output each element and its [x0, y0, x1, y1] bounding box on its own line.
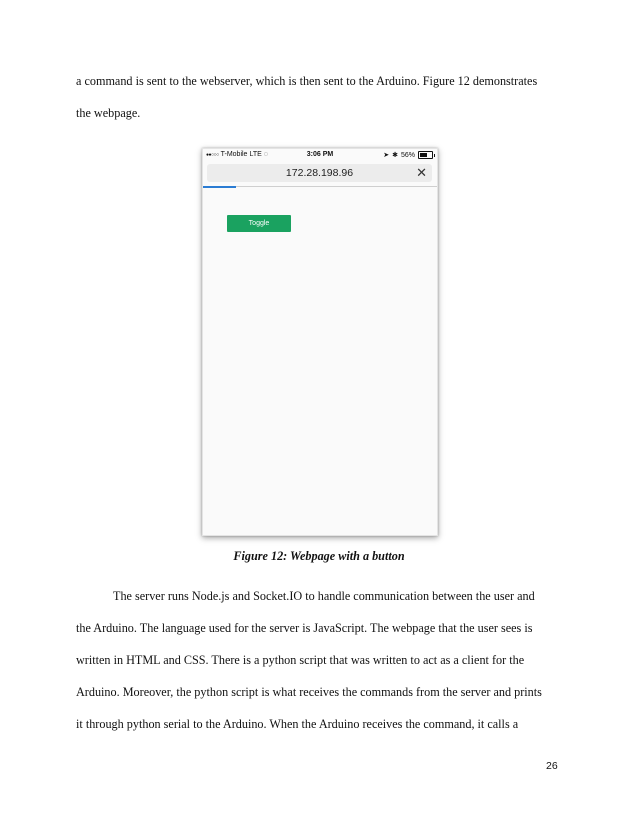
status-time: 3:06 PM [306, 151, 334, 158]
battery-icon [418, 151, 433, 159]
toggle-button[interactable]: Toggle [227, 215, 291, 232]
network-type: LTE [249, 151, 262, 158]
text-line: Arduino. Moreover, the python script is what receives the commands from the server and prints [76, 685, 542, 699]
status-bar [203, 149, 437, 163]
progress-track [203, 186, 437, 187]
url-text: 172.28.198.96 [285, 167, 354, 179]
text-line: a command is sent to the webserver, which is then sent to the Arduino. Figure 12 demonstrates [76, 74, 538, 88]
carrier-name: T-Mobile [220, 151, 248, 158]
page-load-progress-bar [203, 186, 236, 188]
text-line: written in HTML and CSS. There is a python script that was written to act as a client for the [76, 653, 525, 667]
close-icon[interactable]: ✕ [416, 165, 427, 180]
text-line: the Arduino. The language used for the server is JavaScript. The webpage that the user sees is [76, 621, 533, 635]
page-number: 26 [546, 760, 558, 772]
battery-percent: 56% [400, 151, 415, 159]
signal-strength-icon: ●●○○○ [206, 151, 219, 158]
phone-screenshot-figure [202, 148, 438, 536]
loading-icon: ◌ [263, 151, 268, 158]
location-icon: ➤ [383, 152, 390, 159]
text-line: it through python serial to the Arduino. When the Arduino receives the command, it calls a [76, 717, 519, 731]
bluetooth-icon: ✱ [392, 152, 398, 159]
address-bar[interactable] [207, 164, 432, 182]
text-line: the webpage. [76, 106, 141, 120]
text-line: The server runs Node.js and Socket.IO to handle communication between the user and [113, 589, 535, 603]
figure-caption: Figure 12: Webpage with a button [233, 549, 405, 563]
